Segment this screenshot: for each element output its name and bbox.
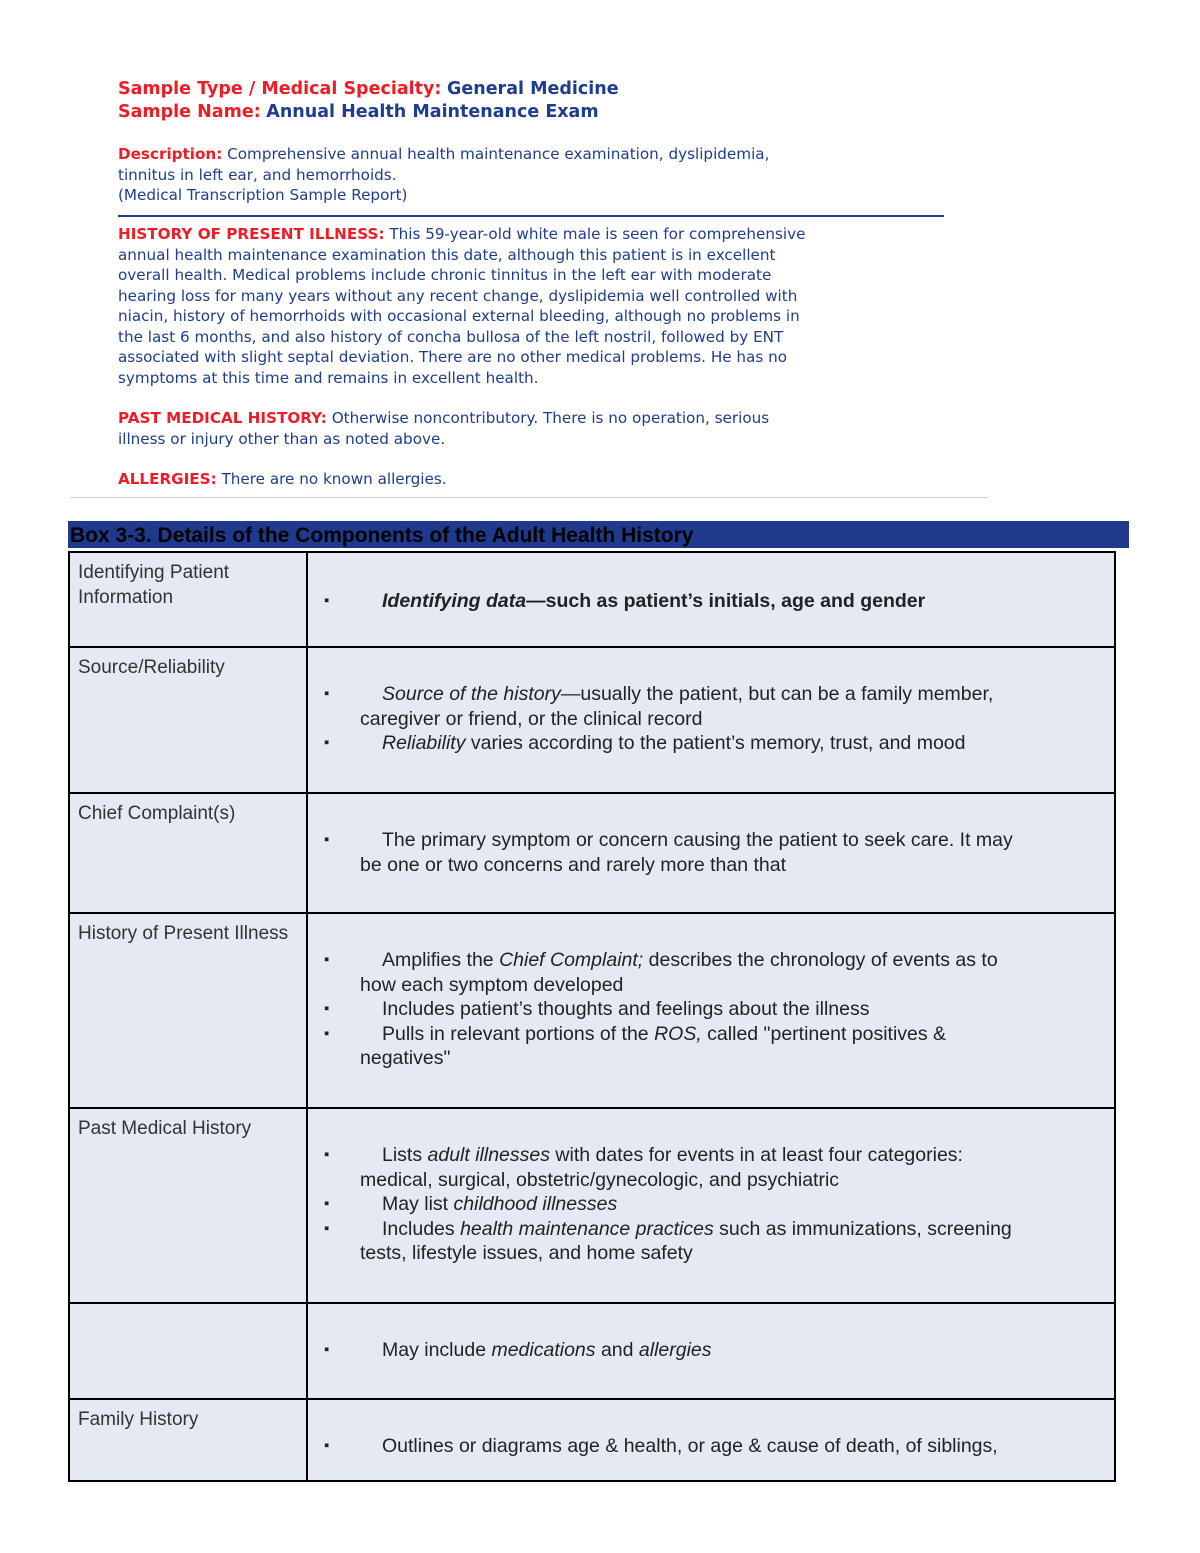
health-history-table — [68, 551, 1116, 1482]
pmh-line-2: illness or injury other than as noted above. — [118, 429, 446, 448]
sample-type-label: Sample Type / Medical Specialty: — [118, 79, 442, 99]
bullet-item — [360, 1192, 1094, 1217]
page-divider — [70, 497, 988, 498]
bullet-text: Includes — [382, 1217, 461, 1240]
bullet-text: Lists — [382, 1144, 428, 1166]
description-text-1: Comprehensive annual health maintenance examination, dyslipidemia, — [227, 145, 770, 163]
sample-name-label: Sample Name: — [118, 102, 261, 122]
italic-term: health maintenance practices — [460, 1217, 714, 1240]
row-content — [307, 1303, 1115, 1399]
allergies-label: ALLERGIES: — [118, 470, 217, 488]
pmh-section — [118, 408, 948, 449]
row-content — [307, 913, 1115, 1108]
bullet-item — [360, 997, 1094, 1022]
hpi-line: the last 6 months, and also history of concha bullosa of the left nostril, followed by ENT — [118, 327, 784, 346]
sample-name-value: Annual Health Maintenance Exam — [266, 102, 599, 122]
row-content — [307, 552, 1115, 647]
hpi-line: associated with slight septal deviation. There are no other medical problems. He has no — [118, 348, 788, 366]
hpi-section — [118, 224, 948, 388]
bullet-text: describes the chronology of events as to — [643, 949, 998, 971]
italic-term: Reliability — [382, 732, 466, 754]
bullet-text: Outlines or diagrams age & health, or age & cause of death, of siblings, — [382, 1435, 998, 1457]
section-divider — [118, 215, 944, 217]
hpi-line: symptoms at this time and remains in excellent health. — [118, 368, 539, 387]
bullet-text: —usually the patient, but can be a family member, — [560, 683, 994, 705]
bullet-item — [360, 589, 1094, 614]
bullet-item — [360, 1143, 1094, 1168]
row-label: Identifying Patient Information — [69, 552, 307, 647]
bullet-text: —such as patient’s initials, age and gender — [526, 590, 926, 612]
bullet-item — [360, 1217, 1094, 1242]
bullet-item — [360, 948, 1094, 973]
bullet-text: such as immunizations, screening — [713, 1217, 1012, 1240]
italic-term: ROS, — [654, 1022, 702, 1045]
hpi-line: hearing loss for many years without any recent change, dyslipidemia well controlled with — [118, 286, 798, 305]
bullet-item — [360, 731, 1094, 756]
row-content — [307, 1399, 1115, 1481]
row-content — [307, 1108, 1115, 1303]
bullet-text: called "pertinent positives & — [701, 1022, 947, 1045]
pmh-line-1: Otherwise noncontributory. There is no operation, serious — [326, 409, 770, 427]
bullet-text: May list — [382, 1193, 454, 1215]
bullet-text: Amplifies the — [382, 949, 500, 971]
description-label: Description: — [118, 145, 223, 163]
sample-type-line — [118, 78, 619, 101]
hpi-label: HISTORY OF PRESENT ILLNESS: — [118, 225, 385, 243]
description-section — [118, 144, 948, 206]
bullet-item — [360, 682, 1094, 707]
bullet-continuation: how each symptom developed — [360, 973, 624, 996]
description-text-2: tinnitus in left ear, and hemorrhoids. — [118, 165, 397, 184]
bullet-item — [360, 1434, 1094, 1459]
italic-term: medications — [491, 1339, 596, 1361]
bullet-continuation: caregiver or friend, or the clinical record — [360, 707, 703, 730]
table-row — [69, 913, 1115, 1108]
sample-name-line — [118, 101, 619, 124]
table-row — [69, 793, 1115, 913]
italic-term: allergies — [638, 1339, 712, 1361]
sample-type-value: General Medicine — [447, 79, 619, 99]
bullet-item — [360, 1022, 1094, 1047]
table-row — [69, 1108, 1115, 1303]
table-row — [69, 1303, 1115, 1399]
italic-term: Source of the history — [382, 683, 561, 705]
allergies-section — [118, 469, 948, 490]
hpi-line: annual health maintenance examination this date, although this patient is in excellent — [118, 245, 776, 264]
row-label — [69, 1303, 307, 1399]
italic-term: Chief Complaint; — [499, 949, 644, 971]
row-label: Past Medical History — [69, 1108, 307, 1303]
row-content — [307, 793, 1115, 913]
table-row — [69, 647, 1115, 793]
bullet-text: Pulls in relevant portions of the — [382, 1022, 655, 1045]
description-note: (Medical Transcription Sample Report) — [118, 186, 408, 204]
bullet-item — [360, 1338, 1094, 1363]
italic-term: Identifying data — [382, 590, 527, 612]
row-label: Family History — [69, 1399, 307, 1481]
bullet-continuation: be one or two concerns and rarely more than that — [360, 853, 786, 876]
row-label: History of Present Illness — [69, 913, 307, 1108]
bullet-text: and — [595, 1339, 639, 1361]
document-header — [118, 78, 619, 124]
allergies-text: There are no known allergies. — [216, 470, 447, 488]
italic-term: childhood illnesses — [453, 1193, 618, 1215]
bullet-continuation: negatives" — [360, 1047, 451, 1069]
bullet-text: Includes patient’s thoughts and feelings about the illness — [382, 998, 870, 1020]
row-label: Chief Complaint(s) — [69, 793, 307, 913]
bullet-text: with dates for events in at least four categories: — [550, 1144, 963, 1166]
bullet-item — [360, 828, 1094, 853]
hpi-line: niacin, history of hemorrhoids with occasional external bleeding, although no problems in — [118, 307, 800, 325]
table-row — [69, 552, 1115, 647]
bullet-text: The primary symptom or concern causing the patient to seek care. It may — [382, 829, 1013, 851]
row-content — [307, 647, 1115, 793]
italic-term: adult illnesses — [427, 1144, 550, 1166]
hpi-line: This 59-year-old white male is seen for comprehensive — [384, 225, 806, 243]
bullet-continuation: tests, lifestyle issues, and home safety — [360, 1242, 693, 1264]
box-title: Box 3-3. Details of the Components of the Adult Health History — [68, 521, 1129, 548]
row-label: Source/Reliability — [69, 647, 307, 793]
bullet-continuation: medical, surgical, obstetric/gynecologic, and psychiatric — [360, 1168, 840, 1191]
hpi-line: overall health. Medical problems include chronic tinnitus in the left ear with moderate — [118, 266, 772, 284]
table-row — [69, 1399, 1115, 1481]
bullet-text: varies according to the patient’s memory, trust, and mood — [465, 732, 966, 754]
pmh-label: PAST MEDICAL HISTORY: — [118, 409, 327, 427]
bullet-text: May include — [382, 1339, 492, 1361]
